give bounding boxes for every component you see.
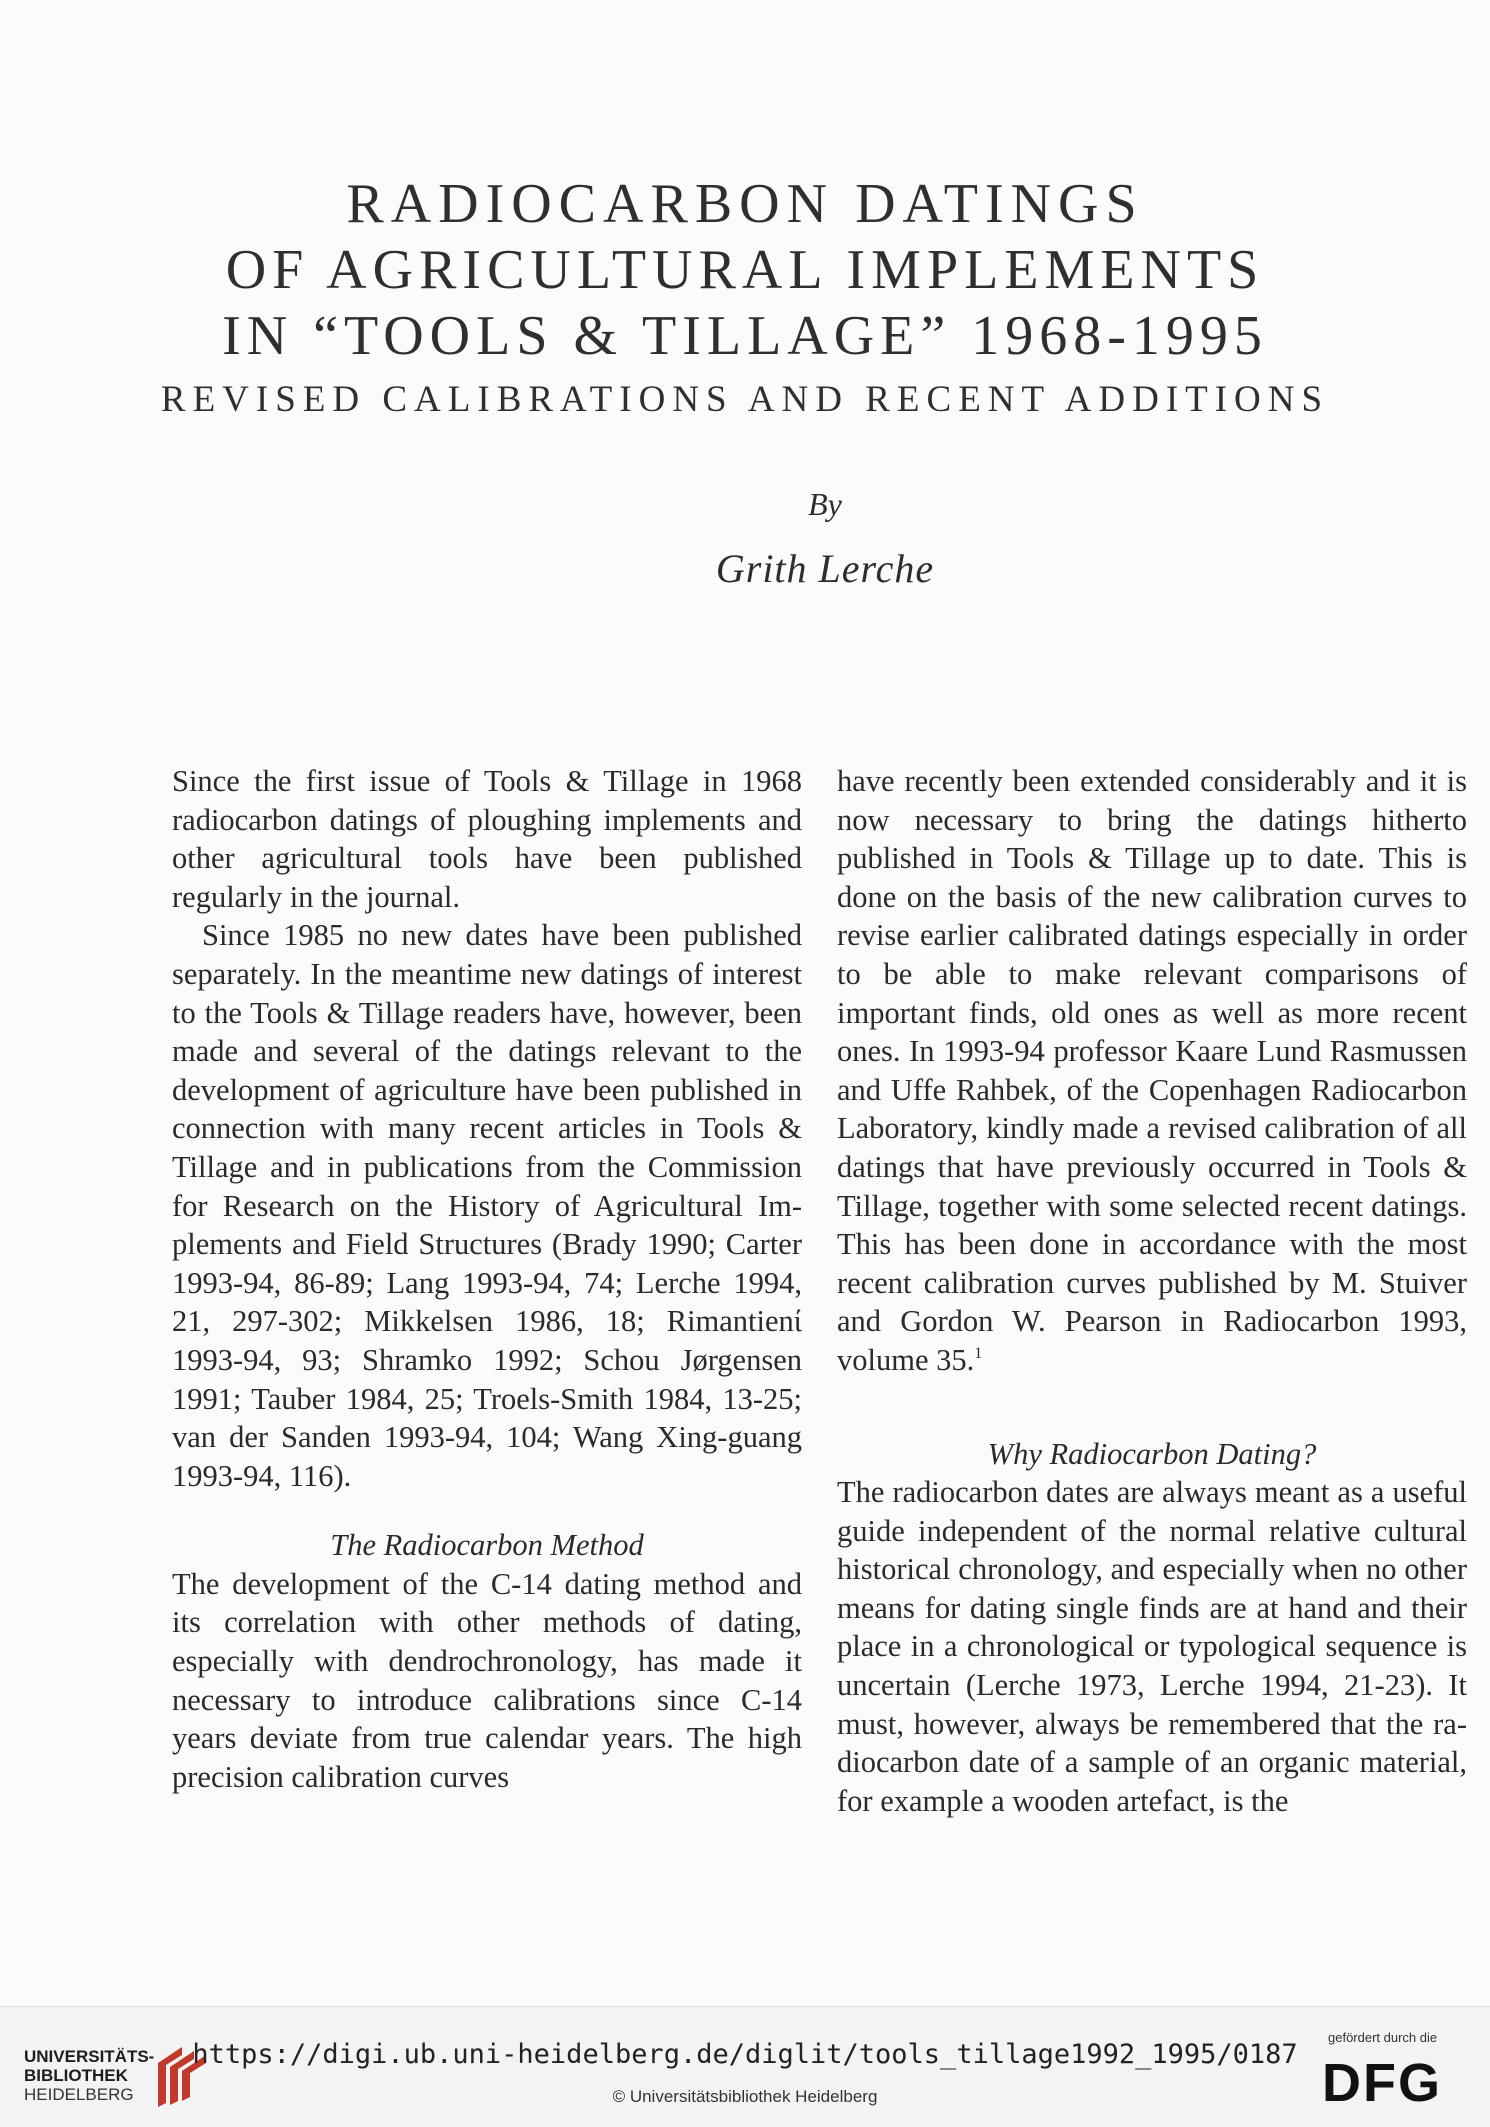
heading-why-radiocarbon-dating: Why Radiocarbon Dating?	[987, 1436, 1317, 1471]
paragraph-why-dating: The radiocarbon dates are always meant as a useful guide independent of the normal relative cultural historical chronology, and especially when no other means for dating single finds are at hand and their place in a chronological or typological sequence is uncertain (Lerche 1973, Lerche 1994, 21-23). It must, however, always be remembered that the radiocarbon date of a sample of an organic material, for example a wooden artefact, is the	[837, 1475, 1467, 1818]
heading-radiocarbon-method: The Radiocarbon Method	[330, 1528, 644, 1563]
funded-by-label: gefördert durch die	[1328, 2030, 1438, 2045]
footnote-marker[interactable]: 1	[974, 1344, 983, 1362]
byline-by: By	[808, 486, 842, 522]
paragraph-calibration-text: have recently been extended considerably and it is now necessary to bring the datings hitherto published in Tools & Tillage up to date. This is done on the basis of the new calibration curves to revise earlier calibrated datings especially in order to be able to make relevant comparisons of important finds, old ones as well as more recent ones. In 1993-94 professor Kaare Lund Rasmussen and Uffe Rahbek, of the Copenhagen Radiocarbon Laboratory, kindly made a revised calibration of all datings that have previously occurred in Tools & Tillage, together with some selected recent datings. This has been done in accordance with the most recent calibration curves published by M. Stuiver and Gordon W. Pearson in Radiocarbon 1993, volume 35.	[837, 764, 1467, 1377]
library-name-line-2: BIBLIOTHEK	[24, 2066, 128, 2085]
title-line-2: OF AGRICULTURAL IMPLEMENTS	[225, 239, 1265, 301]
library-name-line-1: UNIVERSITÄTS-	[24, 2047, 155, 2066]
subtitle: REVISED CALIBRATIONS AND RECENT ADDITIONS	[160, 379, 1330, 420]
title-line-3: IN “TOOLS & TILLAGE” 1968-1995	[222, 305, 1268, 367]
left-column	[172, 762, 802, 1796]
dfg-logo: DFG	[1322, 2053, 1442, 2113]
funder-block[interactable]	[1322, 2030, 1472, 2114]
title-line-1: RADIOCARBON DATINGS	[346, 173, 1144, 235]
permalink-url[interactable]: https://digi.ub.uni-heidelberg.de/diglit/tools_tillage1992_1995/0187	[192, 2039, 1298, 2070]
paragraph-calibration	[837, 762, 1467, 1380]
author-name: Grith Lerche	[715, 546, 935, 591]
paragraph-c14-method: The development of the C-14 dating method and its correlation with other methods of dating, especially with dendrochronology, has made it necessary to introduce calibrations since C-14 years deviate from true calendar years. The high precision calibration curves	[172, 1566, 802, 1794]
library-name-line-3: HEIDELBERG	[24, 2085, 134, 2104]
copyright-notice: © Universitätsbibliothek Heidelberg	[612, 2087, 878, 2106]
right-column	[837, 762, 1467, 1820]
paragraph-since-1985: Since 1985 no new dates have been published separately. In the meantime new datings of interest to the Tools & Tillage readers have, however, been made and several of the datings relevant to the development of agriculture have been published in connection with many recent articles in Tools & Tillage and in publications from the Commission for Research on the History of Agricultural Implements and Field Structures (Brady 1990; Carter 1993-94, 86-89; Lang 1993-94, 74; Lerche 1994, 21, 297-302; Mikkelsen 1986, 18; Rimantienί 1993-94, 93; Shramko 1992; Schou Jørgensen 1991; Tauber 1984, 25; Troels-Smith 1984, 13-25; van der Sanden 1993-94, 104; Wang Xing-guang 1993-94, 116).	[172, 918, 802, 1493]
paragraph-intro: Since the first issue of Tools & Tillage in 1968 radiocarbon datings of ploughing implements and other agricultural tools have been published regularly in the journal.	[172, 764, 802, 914]
